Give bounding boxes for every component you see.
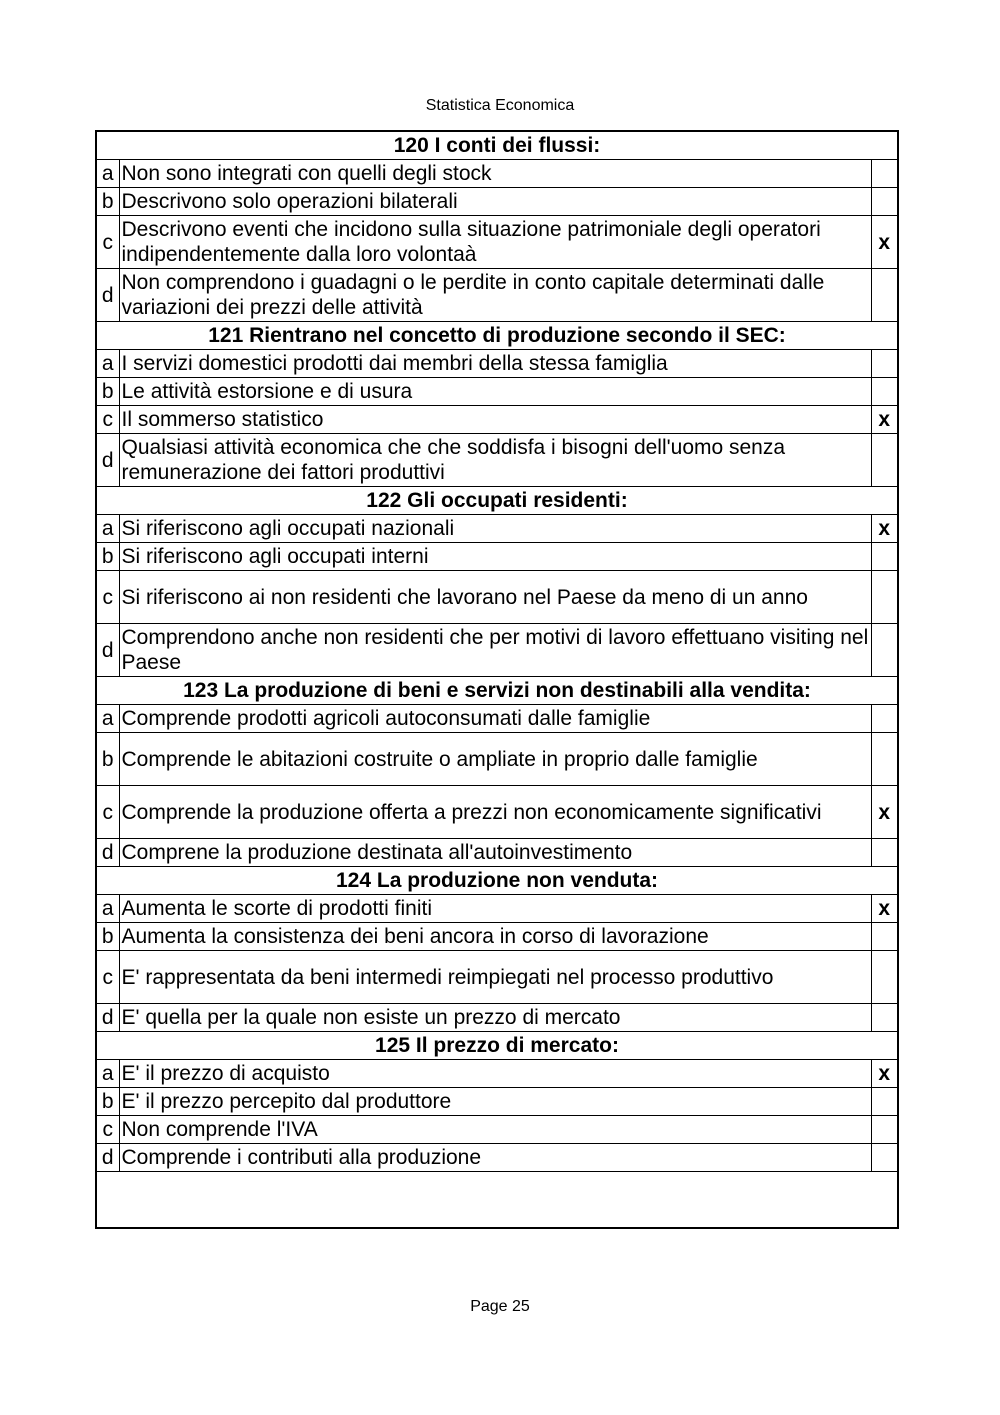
page-number: Page 25 [470,1298,530,1315]
answer-mark [871,1088,898,1116]
option-letter: b [96,923,119,951]
option-text: E' il prezzo percepito dal produttore [119,1088,871,1116]
option-row [96,269,898,322]
answer-mark [871,1144,898,1172]
option-text: Descrivono solo operazioni bilaterali [119,188,871,216]
empty-cell [96,1172,898,1229]
answer-mark [871,160,898,188]
option-text: Comprende prodotti agricoli autoconsumati dalle famiglie [119,705,871,733]
option-letter: a [96,515,119,543]
option-row [96,1060,898,1088]
option-text: Comprende i contributi alla produzione [119,1144,871,1172]
option-row [96,1116,898,1144]
answer-mark [871,733,898,786]
option-row [96,839,898,867]
option-row [96,951,898,1004]
answer-mark [871,269,898,322]
option-row [96,923,898,951]
option-row [96,406,898,434]
question-title: 123 La produzione di beni e servizi non destinabili alla vendita: [96,677,898,705]
option-letter: a [96,350,119,378]
option-text: Le attività estorsione e di usura [119,378,871,406]
option-text: Comprende la produzione offerta a prezzi non economicamente significativi [119,786,871,839]
question-title: 120 I conti dei flussi: [96,131,898,160]
option-row [96,434,898,487]
option-row [96,705,898,733]
answer-mark [871,188,898,216]
option-row [96,786,898,839]
option-row [96,1004,898,1032]
question-header-row [96,677,898,705]
option-row [96,378,898,406]
option-letter: a [96,160,119,188]
option-text: Comprende le abitazioni costruite o ampliate in proprio dalle famiglie [119,733,871,786]
option-letter: b [96,1088,119,1116]
answer-mark [871,543,898,571]
question-header-row [96,131,898,160]
answer-mark [871,434,898,487]
option-letter: c [96,406,119,434]
option-row [96,1144,898,1172]
option-letter: c [96,951,119,1004]
question-header-row [96,867,898,895]
question-header-row [96,487,898,515]
option-text: Non comprende l'IVA [119,1116,871,1144]
option-text: E' quella per la quale non esiste un prezzo di mercato [119,1004,871,1032]
option-letter: d [96,1004,119,1032]
answer-mark: x [871,406,898,434]
option-text: Qualsiasi attività economica che che soddisfa i bisogni dell'uomo senza remunerazione dei fattori produttivi [119,434,871,487]
answer-mark [871,839,898,867]
option-text: Comprene la produzione destinata all'autoinvestimento [119,839,871,867]
answer-mark: x [871,786,898,839]
option-letter: d [96,624,119,677]
empty-row [96,1172,898,1229]
answer-mark [871,1004,898,1032]
question-title: 125 Il prezzo di mercato: [96,1032,898,1060]
option-text: Si riferiscono ai non residenti che lavorano nel Paese da meno di un anno [119,571,871,624]
page-header: Statistica Economica [425,97,575,114]
answer-mark [871,951,898,1004]
answer-mark [871,571,898,624]
option-letter: d [96,269,119,322]
option-letter: c [96,1116,119,1144]
option-letter: b [96,733,119,786]
option-letter: c [96,216,119,269]
option-letter: b [96,188,119,216]
answer-mark: x [871,1060,898,1088]
option-text: Non sono integrati con quelli degli stock [119,160,871,188]
option-letter: c [96,786,119,839]
question-header-row [96,1032,898,1060]
answer-mark [871,705,898,733]
answer-mark: x [871,515,898,543]
option-row [96,895,898,923]
option-text: E' il prezzo di acquisto [119,1060,871,1088]
option-row [96,216,898,269]
option-row [96,188,898,216]
option-text: I servizi domestici prodotti dai membri della stessa famiglia [119,350,871,378]
option-letter: a [96,1060,119,1088]
option-text: Comprendono anche non residenti che per motivi di lavoro effettuano visiting nel Paese [119,624,871,677]
option-text: Non comprendono i guadagni o le perdite in conto capitale determinati dalle variazioni dei prezzi delle attività [119,269,871,322]
answer-mark [871,923,898,951]
answer-mark [871,378,898,406]
option-text: E' rappresentata da beni intermedi reimpiegati nel processo produttivo [119,951,871,1004]
option-text: Descrivono eventi che incidono sulla situazione patrimoniale degli operatori indipendentemente dalla loro volontaà [119,216,871,269]
option-row [96,624,898,677]
option-row [96,515,898,543]
option-row [96,571,898,624]
option-row [96,1088,898,1116]
option-row [96,350,898,378]
option-letter: b [96,543,119,571]
option-letter: d [96,1144,119,1172]
option-row [96,160,898,188]
option-text: Aumenta la consistenza dei beni ancora in corso di lavorazione [119,923,871,951]
option-letter: a [96,895,119,923]
question-title: 124 La produzione non venduta: [96,867,898,895]
answer-mark: x [871,216,898,269]
question-title: 122 Gli occupati residenti: [96,487,898,515]
option-letter: b [96,378,119,406]
option-letter: c [96,571,119,624]
quiz-table [95,130,899,1229]
answer-mark [871,1116,898,1144]
option-letter: a [96,705,119,733]
option-row [96,733,898,786]
option-text: Si riferiscono agli occupati nazionali [119,515,871,543]
answer-mark [871,350,898,378]
question-header-row [96,322,898,350]
answer-mark: x [871,895,898,923]
question-title: 121 Rientrano nel concetto di produzione secondo il SEC: [96,322,898,350]
option-letter: d [96,839,119,867]
answer-mark [871,624,898,677]
option-letter: d [96,434,119,487]
option-text: Si riferiscono agli occupati interni [119,543,871,571]
option-row [96,543,898,571]
option-text: Aumenta le scorte di prodotti finiti [119,895,871,923]
option-text: Il sommerso statistico [119,406,871,434]
